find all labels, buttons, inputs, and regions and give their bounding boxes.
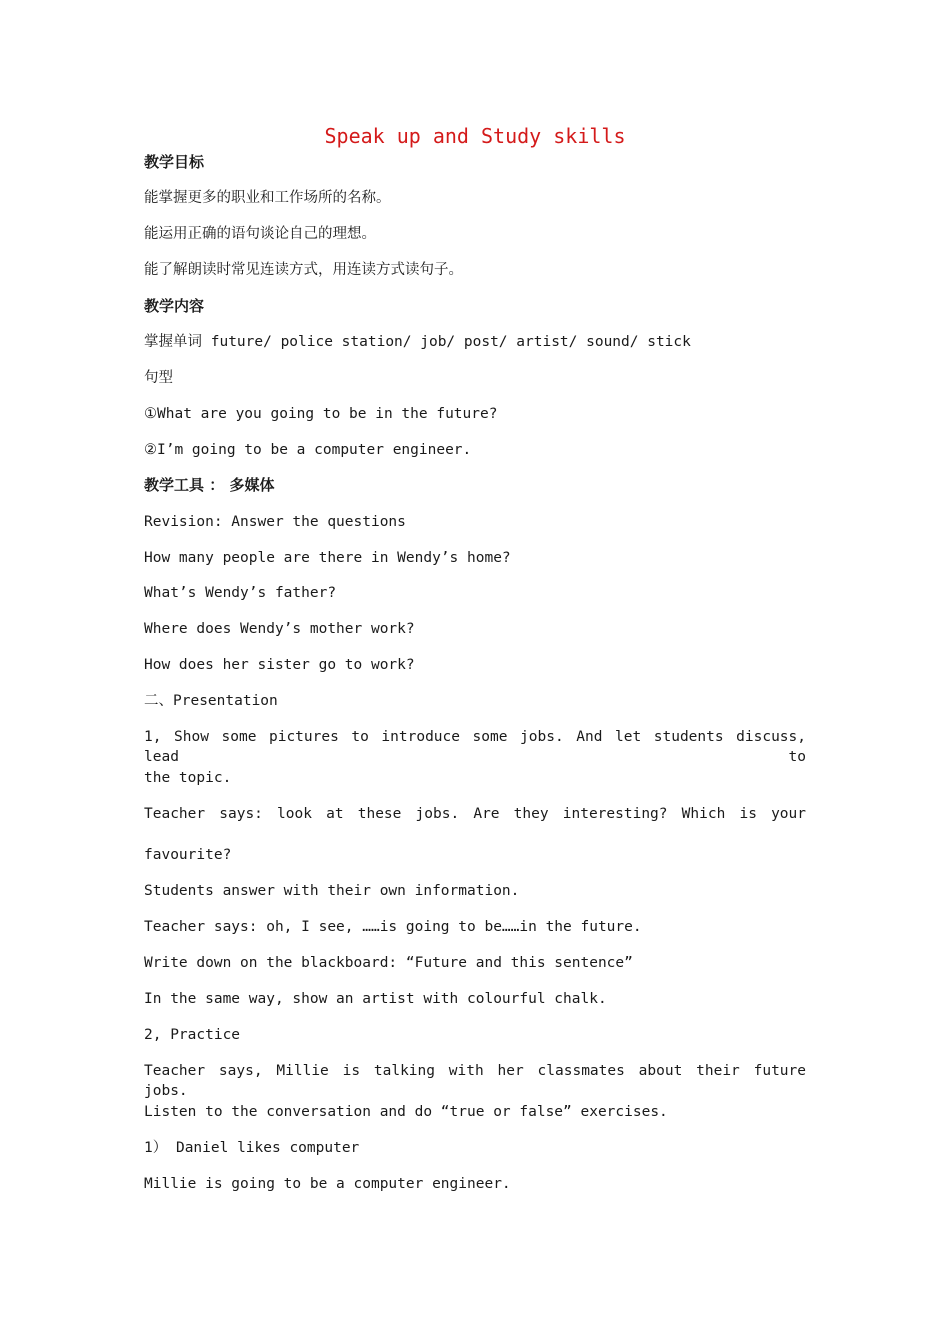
sentence-pattern-2: ②I’m going to be a computer engineer.	[144, 442, 472, 458]
presentation-heading: 二、Presentation	[144, 693, 278, 709]
teacher-says-future-line: Teacher says: oh, I see, ……is going to be……in the future.	[144, 919, 642, 935]
sentence-pattern-1: ①What are you going to be in the future?	[144, 406, 498, 422]
practice-line-1: Teacher says, Millie is talking with her classmates about their future jobs.	[144, 1063, 806, 1099]
step-1-line-1: 1, Show some pictures to introduce some jobs. And let students discuss, lead to	[144, 729, 806, 765]
teacher-says-line-2: favourite?	[144, 847, 232, 863]
objective-line-1: 能掌握更多的职业和工作场所的名称。	[144, 190, 391, 206]
question-2: What’s Wendy’s father?	[144, 585, 337, 601]
heading-teaching-objectives: 教学目标	[144, 153, 205, 171]
objective-line-2: 能运用正确的语句谈论自己的理想。	[144, 226, 376, 242]
objective-line-3: 能了解朗读时常见连读方式，用连读方式读句子。	[144, 262, 463, 278]
artist-line: In the same way, show an artist with colourful chalk.	[144, 991, 607, 1007]
heading-teaching-tools: 教学工具 ： 多媒体	[144, 476, 275, 494]
practice-line-2: Listen to the conversation and do “true or false” exercises.	[144, 1104, 668, 1120]
document-title: Speak up and Study skills	[324, 124, 626, 148]
vocabulary-line: 掌握单词 future/ police station/ job/ post/ artist/ sound/ stick	[144, 334, 691, 350]
exercise-1: 1） Daniel likes computer	[144, 1140, 360, 1156]
exercise-2: Millie is going to be a computer engineer.	[144, 1176, 511, 1192]
blackboard-line: Write down on the blackboard: “Future and this sentence”	[144, 955, 633, 971]
students-answer-line: Students answer with their own information.	[144, 883, 520, 899]
question-4: How does her sister go to work?	[144, 657, 415, 673]
step-1-line-2: the topic.	[144, 770, 232, 786]
question-1: How many people are there in Wendy’s home?	[144, 550, 511, 566]
teacher-says-line-1: Teacher says: look at these jobs. Are they interesting? Which is your	[144, 806, 806, 822]
question-3: Where does Wendy’s mother work?	[144, 621, 415, 637]
heading-teaching-content: 教学内容	[144, 297, 205, 315]
sentence-pattern-label: 句型	[144, 370, 173, 386]
practice-heading: 2, Practice	[144, 1027, 241, 1043]
revision-line: Revision: Answer the questions	[144, 514, 406, 530]
